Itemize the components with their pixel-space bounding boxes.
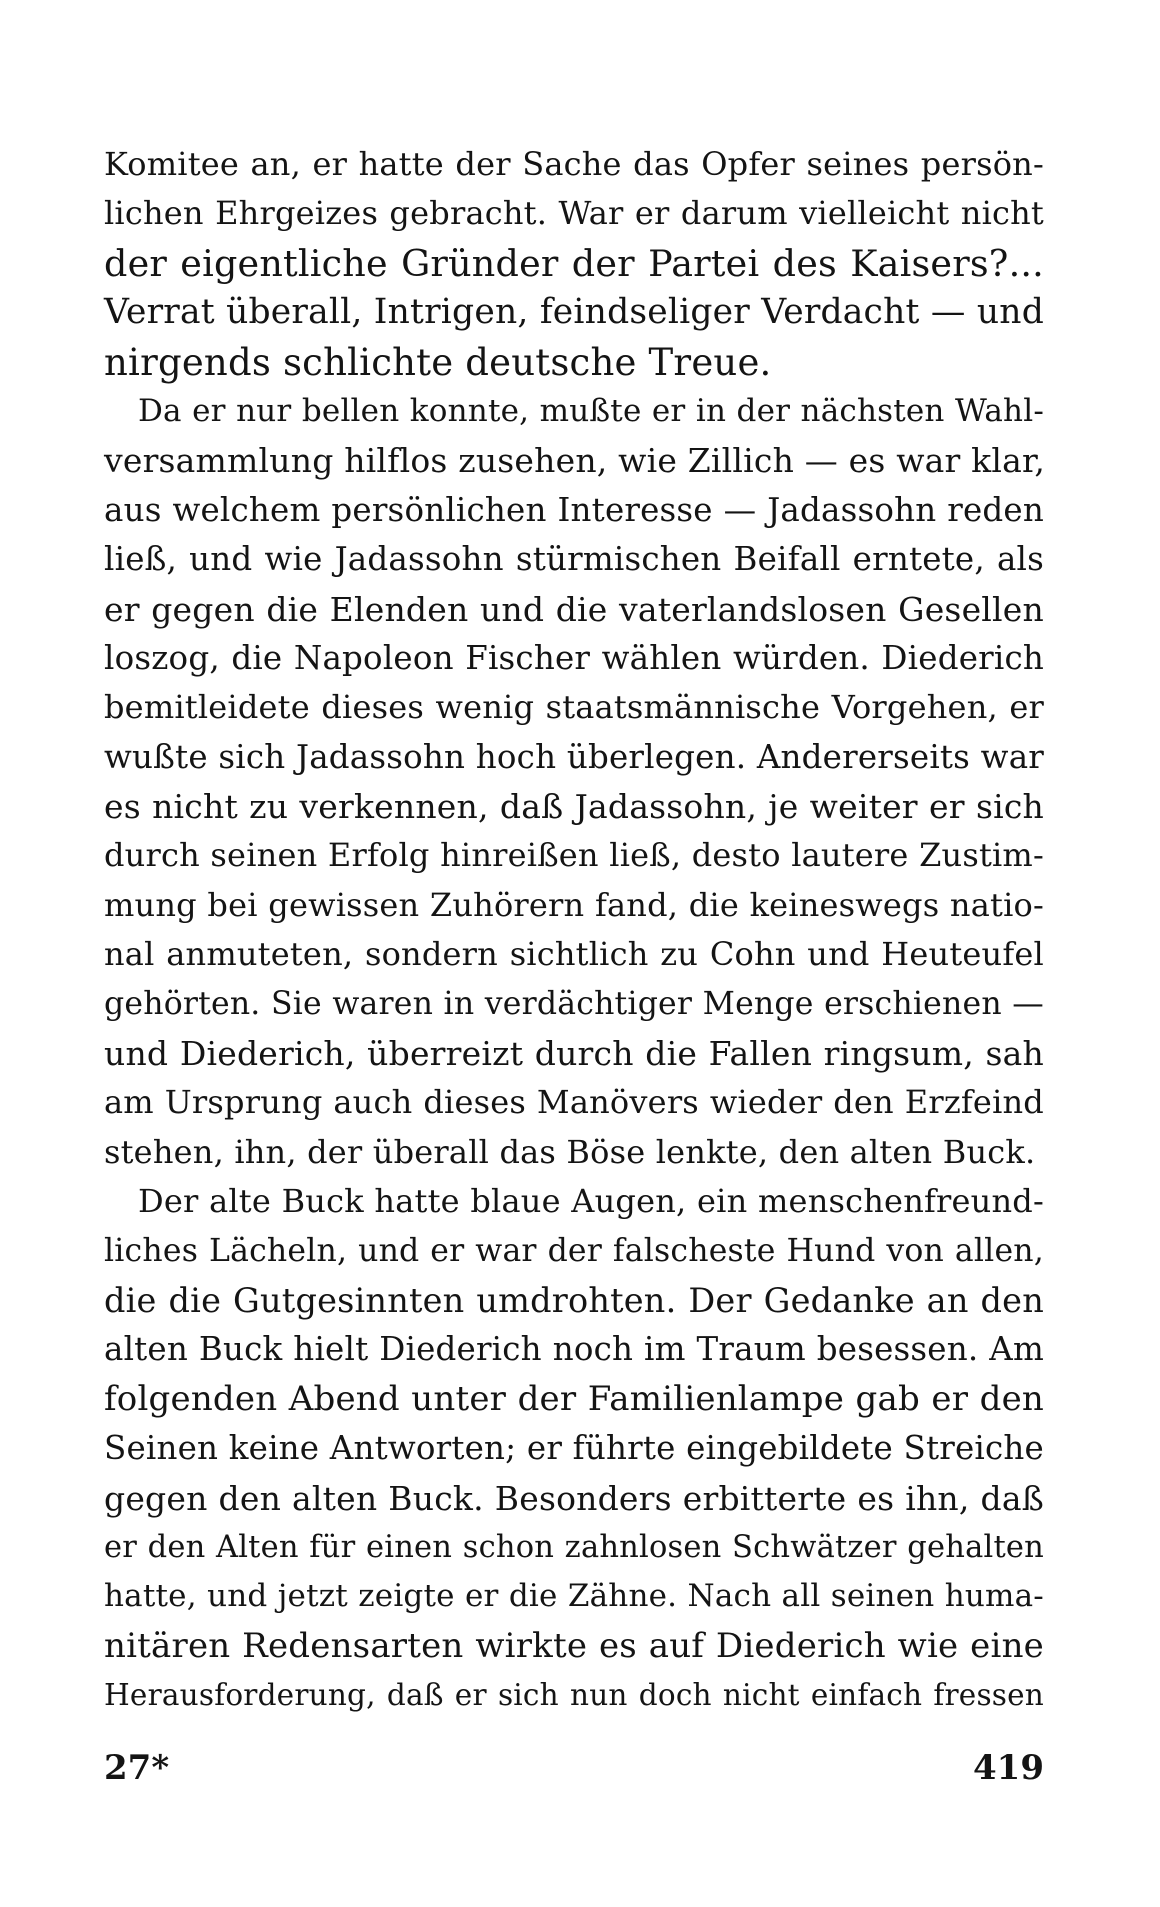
text-line: mung bei gewissen Zuhörern fand, die keineswegs natio- xyxy=(104,885,1044,924)
text-line: Herausforderung, daß er sich nun doch nicht einfach fressen xyxy=(104,1678,1044,1713)
text-line: alten Buck hielt Diederich noch im Traum besessen. Am xyxy=(104,1330,1044,1369)
text-line: liches Lächeln, und er war der falscheste Hund von allen, xyxy=(104,1232,1044,1269)
text-line: am Ursprung auch dieses Manövers wieder den Erzfeind xyxy=(104,1083,1044,1122)
body-text xyxy=(104,140,1044,1721)
text-line: loszog, die Napoleon Fischer wählen würden. Diederich xyxy=(104,638,1044,677)
text-line: Seinen keine Antworten; er führte eingebildete Streiche xyxy=(104,1429,1044,1468)
text-line: gegen den alten Buck. Besonders erbitterte es ihn, daß xyxy=(104,1478,1044,1518)
text-line: der eigentliche Gründer der Partei des Kaisers?... xyxy=(104,241,1044,285)
signature-mark: 27* xyxy=(104,1748,170,1788)
text-line: lichen Ehrgeizes gebracht. War er darum vielleicht nicht xyxy=(104,194,1044,233)
text-line: folgenden Abend unter der Familienlampe gab er den xyxy=(104,1378,1044,1419)
text-line: bemitleidete dieses wenig staatsmännische Vorgehen, er xyxy=(104,688,1044,727)
text-line: Verrat überall, Intrigen, feindseliger Verdacht — und xyxy=(104,292,1044,333)
text-line: die die Gutgesinnten umdrohten. Der Gedanke an den xyxy=(104,1280,1044,1320)
text-line: und Diederich, überreizt durch die Fallen ringsum, sah xyxy=(104,1034,1044,1074)
page-number: 419 xyxy=(973,1748,1044,1788)
text-line: ließ, und wie Jadassohn stürmischen Beifall erntete, als xyxy=(104,540,1044,579)
text-line: aus welchem persönlichen Interesse — Jadassohn reden xyxy=(104,490,1044,529)
text-line: gehörten. Sie waren in verdächtiger Menge erschienen — xyxy=(104,985,1044,1022)
text-line: Der alte Buck hatte blaue Augen, ein menschenfreund- xyxy=(138,1182,1044,1221)
text-line: es nicht zu verkennen, daß Jadassohn, je weiter er sich xyxy=(104,787,1044,827)
text-line: er gegen die Elenden und die vaterlandslosen Gesellen xyxy=(104,589,1044,629)
text-line: nal anmuteten, sondern sichtlich zu Cohn und Heuteufel xyxy=(104,935,1044,974)
text-line: Da er nur bellen konnte, mußte er in der nächsten Wahl- xyxy=(138,392,1044,429)
page-footer xyxy=(104,1748,1044,1798)
text-line: hatte, und jetzt zeigte er die Zähne. Nach all seinen huma- xyxy=(104,1578,1044,1615)
text-line: Komitee an, er hatte der Sache das Opfer seines persön- xyxy=(104,145,1044,183)
text-line: wußte sich Jadassohn hoch überlegen. Andererseits war xyxy=(104,737,1044,776)
text-line: er den Alten für einen schon zahnlosen Schwätzer gehalten xyxy=(104,1529,1044,1565)
text-line: durch seinen Erfolg hinreißen ließ, desto lautere Zustim- xyxy=(104,836,1044,875)
text-line: versammlung hilflos zusehen, wie Zillich — es war klar, xyxy=(104,441,1046,481)
text-line: nitären Redensarten wirkte es auf Diederich wie eine xyxy=(104,1625,1044,1666)
text-line: stehen, ihn, der überall das Böse lenkte, den alten Buck. xyxy=(104,1132,1036,1171)
text-line: nirgends schlichte deutsche Treue. xyxy=(104,340,772,384)
